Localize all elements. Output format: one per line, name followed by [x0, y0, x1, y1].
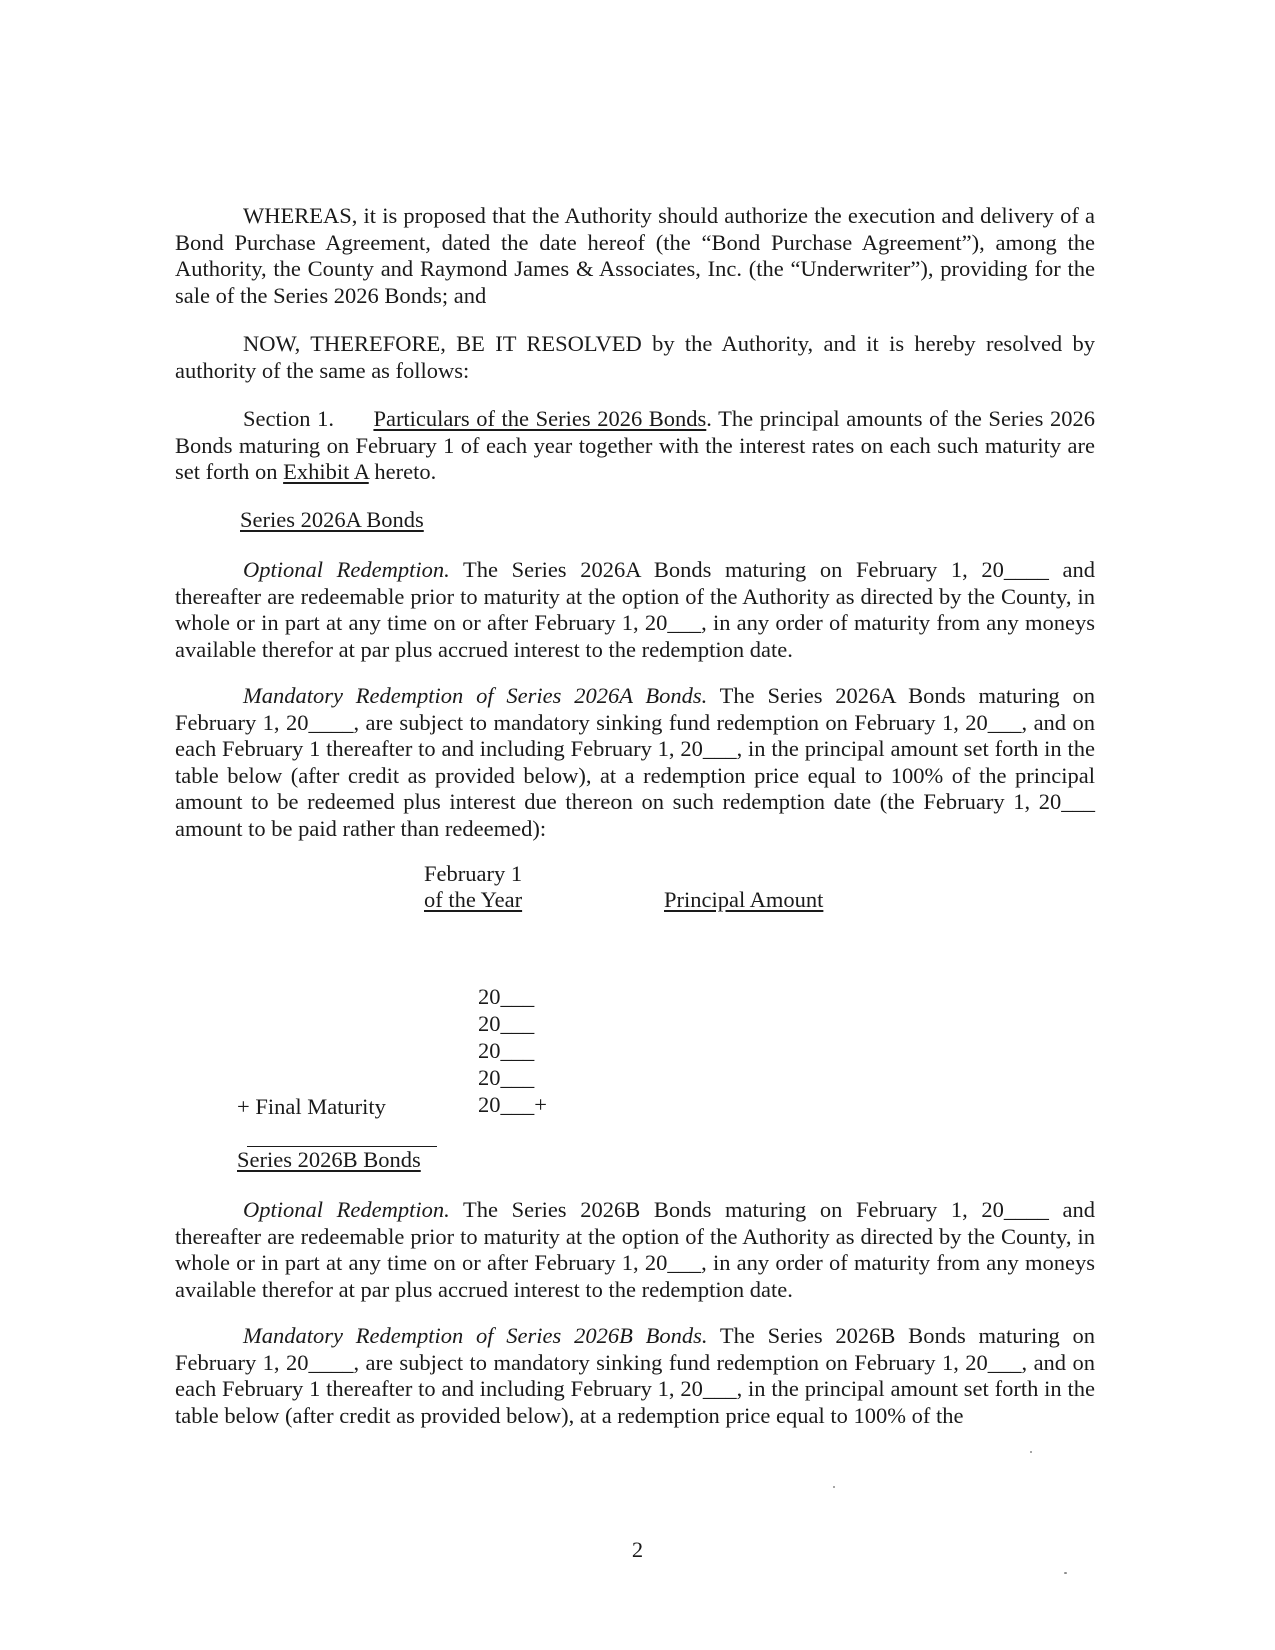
page-number: 2 [631, 1537, 644, 1562]
optional-redemption-title: Optional Redemption. [243, 1197, 450, 1222]
maturity-years-list [478, 983, 547, 1118]
mandatory-redemption-title: Mandatory Redemption of Series 2026A Bonds. [243, 683, 708, 708]
series-2026a-heading: Series 2026A Bonds [240, 507, 424, 532]
year-row: 20___ [478, 1038, 535, 1063]
series-b-optional-redemption [175, 1197, 1095, 1303]
footnote-final-maturity: + Final Maturity [237, 1094, 386, 1119]
year-row: 20___ [478, 984, 535, 1009]
section-1-paragraph [175, 406, 1095, 486]
optional-redemption-title: Optional Redemption. [243, 557, 450, 582]
scan-speck [1064, 1572, 1067, 1574]
section-number: Section 1. [243, 406, 334, 431]
series-a-mandatory-redemption [175, 683, 1095, 842]
now-therefore-paragraph: NOW, THEREFORE, BE IT RESOLVED by the Authority, and it is hereby resolved by authority of the same as follows: [175, 331, 1095, 383]
exhibit-a-reference: Exhibit A [283, 459, 369, 484]
scan-speck [1030, 1451, 1032, 1453]
year-row: 20___+ [478, 1092, 547, 1117]
optional-redemption-text: The Series 2026B Bonds maturing on February 1, 20____ and thereafter are redeemable prior to maturity at the option of the Authority as directed by the County, in whole or in part at any time on or after February 1, 20___, in any order of maturity from any moneys available therefor at par plus accrued interest to the redemption date. [175, 1197, 1095, 1302]
whereas-paragraph: WHEREAS, it is proposed that the Authority should authorize the execution and delivery of a Bond Purchase Agreement, dated the date hereof (the “Bond Purchase Agreement”), among the Authority, the County and Raymond James & Associates, Inc. (the “Underwriter”), providing for the sale of the Series 2026 Bonds; and [175, 203, 1095, 308]
mandatory-redemption-text: The Series 2026A Bonds maturing on February 1, 20____, are subject to mandatory sinking fund redemption on February 1, 20___, and on each February 1 thereafter to and including February 1, 20___, in the principal amount set forth in the table below (after credit as provided below), at a redemption price equal to 100% of the principal amount to be redeemed plus interest due thereon on such redemption date (the February 1, 20___ amount to be paid rather than redeemed): [175, 683, 1095, 841]
optional-redemption-text: The Series 2026A Bonds maturing on February 1, 20____ and thereafter are redeemable prior to maturity at the option of the Authority as directed by the County, in whole or in part at any time on or after February 1, 20___, in any order of maturity from any moneys available therefor at par plus accrued interest to the redemption date. [175, 557, 1095, 662]
year-row: 20___ [478, 1011, 535, 1036]
table-col2-header: Principal Amount [664, 887, 824, 912]
series-2026b-heading: Series 2026B Bonds [237, 1147, 421, 1172]
table-col1-header-line2: of the Year [424, 887, 523, 912]
section-text: . The principal amounts of the Series 2026 Bonds maturing on February 1 of each year together with the interest rates on each such maturity are set forth on [175, 406, 1095, 484]
section-title: Particulars of the Series 2026 Bonds [373, 406, 707, 431]
mandatory-redemption-text: The Series 2026B Bonds maturing on February 1, 20____, are subject to mandatory sinking fund redemption on February 1, 20___, and on each February 1 thereafter to and including February 1, 20___, in the principal amount set forth in the table below (after credit as provided below), at a redemption price equal to 100% of the [175, 1323, 1095, 1428]
table-col1-header-line1: February 1 [424, 861, 523, 886]
series-a-optional-redemption [175, 557, 1095, 663]
mandatory-redemption-title: Mandatory Redemption of Series 2026B Bonds. [243, 1323, 708, 1348]
section-text-end: hereto. [368, 459, 437, 484]
series-b-mandatory-redemption [175, 1323, 1095, 1429]
scan-speck [833, 1486, 835, 1488]
year-row: 20___ [478, 1065, 535, 1090]
